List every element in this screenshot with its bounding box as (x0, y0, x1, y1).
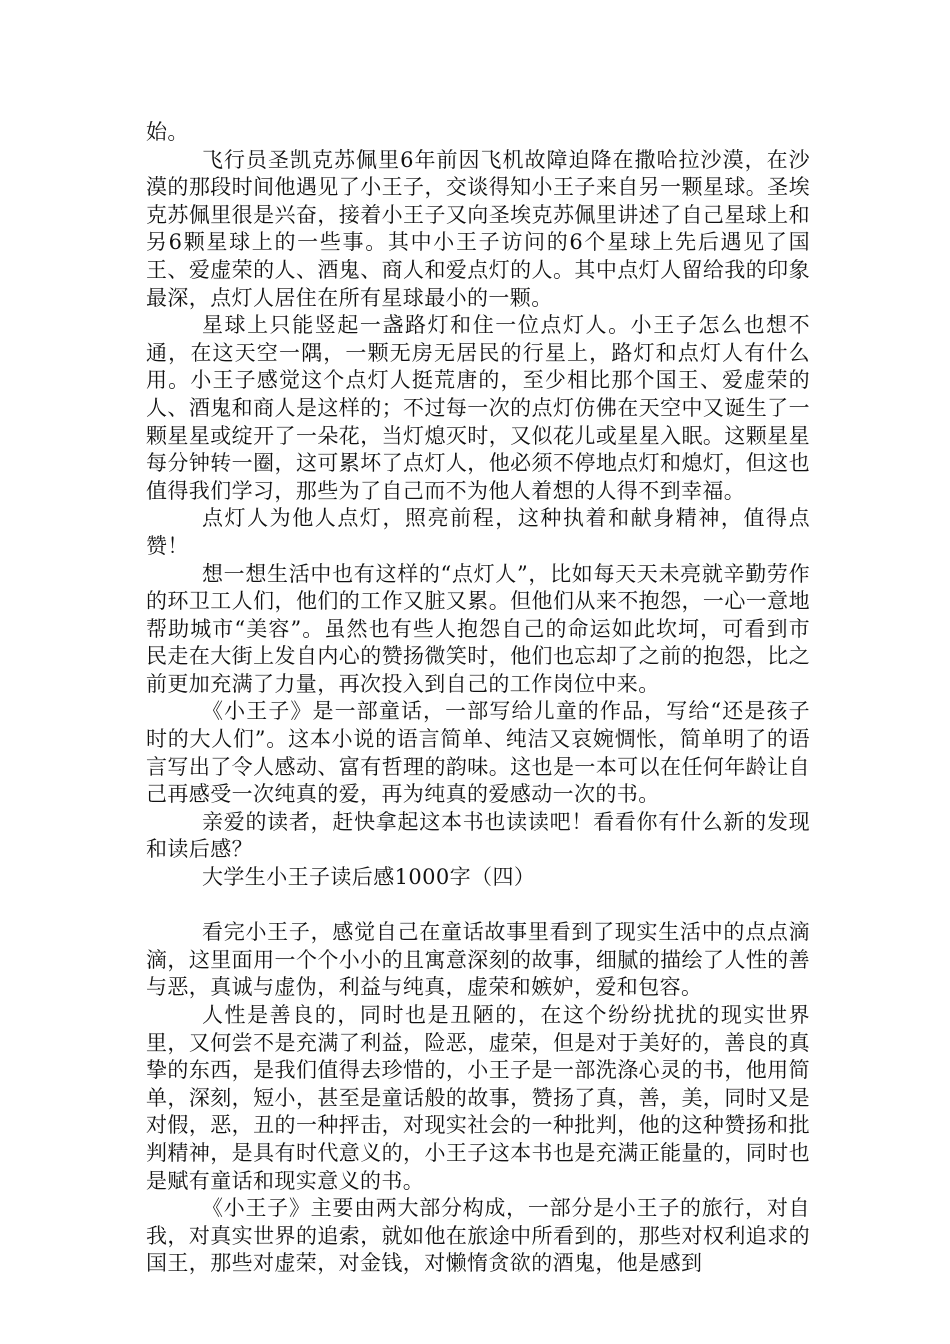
document-body (146, 119, 810, 1278)
paragraph-reader-invitation: 亲爱的读者，赶快拿起这本书也读读吧！看看你有什么新的发现和读后感？ (146, 809, 810, 862)
paragraph-after-reading: 看完小王子，感觉自己在童话故事里看到了现实生活中的点点滴滴，这里面用一个个小小的且寓意深刻的故事，细腻的描绘了人性的善与恶，真诚与虚伪，利益与纯真，虚荣和嫉妒，爱和包容。 (146, 920, 810, 1000)
paragraph-book-description: 《小王子》是一部童话，一部写给儿童的作品，写给“还是孩子时的大人们”。这本小说的语言简单、纯洁又哀婉惆怅，简单明了的语言写出了令人感动、富有哲理的韵味。这也是一本可以在任何年龄让自己再感受一次纯真的爱，再为纯真的爱感动一次的书。 (146, 699, 810, 807)
paragraph-human-nature: 人性是善良的，同时也是丑陋的，在这个纷纷扰扰的现实世界里，又何尝不是充满了利益，险恶，虚荣，但是对于美好的，善良的真挚的东西，是我们值得去珍惜的，小王子是一部洗涤心灵的书，他用简单，深刻，短小，甚至是童话般的故事，赞扬了真，善，美，同时又是对假，恶，丑的一种抨击，对现实社会的一种批判，他的这种赞扬和批判精神，是具有时代意义的，小王子这本书也是充满正能量的，同时也是赋有童话和现实意义的书。 (146, 1003, 810, 1193)
section-heading: 大学生小王子读后感1000字（四） (202, 865, 536, 890)
paragraph-lamplighter-planet: 星球上只能竖起一盏路灯和住一位点灯人。小王子怎么也想不通，在这天空一隅，一颗无房无居民的行星上，路灯和点灯人有什么用。小王子感觉这个点灯人挺荒唐的，至少相比那个国王、爱虚荣的人、酒鬼和商人是这样的；不过每一次的点灯仿佛在天空中又诞生了一颗星星或绽开了一朵花，当灯熄灭时，又似花儿或星星入眠。这颗星星每分钟转一圈，这可累坏了点灯人，他必须不停地点灯和熄灯，但这也值得我们学习，那些为了自己而不为他人着想的人得不到幸福。 (146, 313, 810, 503)
paragraph-real-life-lamplighters: 想一想生活中也有这样的“点灯人”，比如每天天未亮就辛勤劳作的环卫工人们，他们的工作又脏又累。但他们从来不抱怨，一心一意地帮助城市“美容”。虽然也有些人抱怨自己的命运如此坎坷，可看到市民走在大街上发自内心的赞扬微笑时，他们也忘却了之前的抱怨，比之前更加充满了力量，再次投入到自己的工作岗位中来。 (146, 561, 810, 696)
paragraph-pilot-story: 飞行员圣凯克苏佩里6年前因飞机故障迫降在撒哈拉沙漠，在沙漠的那段时间他遇见了小王子，交谈得知小王子来自另一颗星球。圣埃克苏佩里很是兴奋，接着小王子又向圣埃克苏佩里讲述了自己星球上和另6颗星球上的一些事。其中小王子访问的6个星球上先后遇见了国王、爱虚荣的人、酒鬼、商人和爱点灯的人。其中点灯人留给我的印象最深，点灯人居住在所有星球最小的一颗。 (146, 147, 810, 310)
paragraph-continuation: 始。 (146, 120, 189, 144)
paragraph-book-structure: 《小王子》主要由两大部分构成，一部分是小王子的旅行，对自我，对真实世界的追索，就如他在旅途中所看到的，那些对权利追求的国王，那些对虚荣，对金钱，对懒惰贪欲的酒鬼，他是感到 (146, 1196, 810, 1276)
blank-line (146, 892, 810, 920)
paragraph-lamplighter-praise: 点灯人为他人点灯，照亮前程，这种执着和献身精神，值得点赞！ (146, 506, 810, 558)
